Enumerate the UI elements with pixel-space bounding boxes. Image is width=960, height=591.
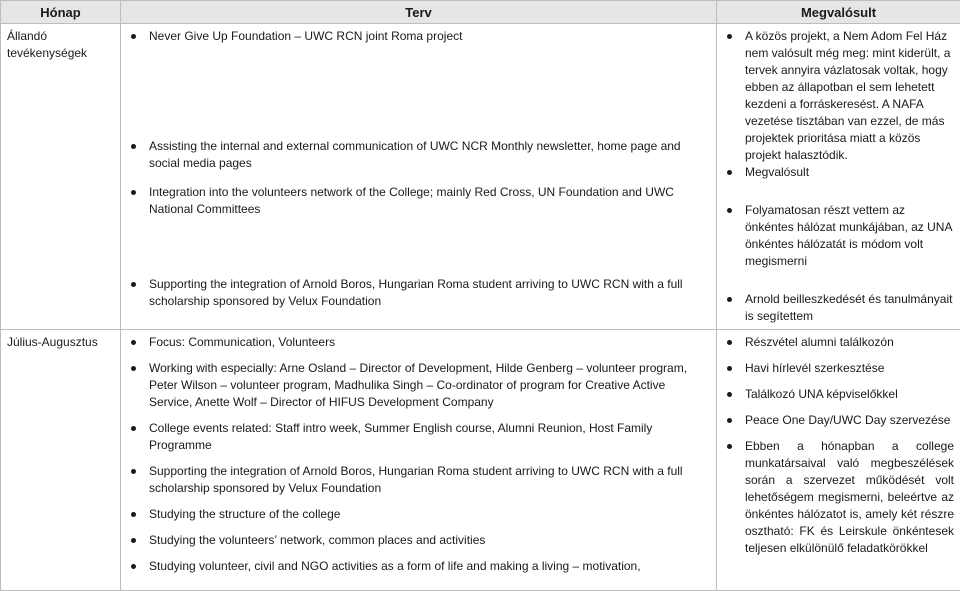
list-item: Supporting the integration of Arnold Boros, Hungarian Roma student arriving to UWC RCN with a full scholarship sponsored by Velux Foundation: [127, 463, 710, 497]
list-item: Working with especially: Arne Osland – Director of Development, Hilde Genberg – volunteer program, Peter Wilson – volunteer program, Madhulika Singh – Co-ordinator of program for Creative Active Service, Anette Wolf – Director of HIFUS Development Company: [127, 360, 710, 411]
list-item: Focus: Communication, Volunteers: [127, 334, 710, 351]
list-item: Studying volunteer, civil and NGO activities as a form of life and making a living – motivation,: [127, 558, 710, 575]
list-item: Megvalósult: [723, 164, 954, 181]
header-month: Hónap: [1, 1, 121, 24]
list-item: Folyamatosan részt vettem az önkéntes hálózat munkájában, az UNA önkéntes hálózatát is módom volt megismerni: [723, 202, 954, 270]
month-cell: Július-Augusztus: [1, 330, 121, 591]
list-item: Studying the volunteers’ network, common places and activities: [127, 532, 710, 549]
header-row: [1, 1, 960, 24]
plan-cell: [121, 24, 717, 330]
list-item: Találkozó UNA képviselőkkel: [723, 386, 954, 403]
done-cell: [717, 24, 960, 330]
table-row: [1, 24, 960, 330]
list-item: A közös projekt, a Nem Adom Fel Ház nem valósult még meg: mint kiderült, a tervek annyira vázlatosak voltak, hogy ebben az állapotban el sem lehetett kezdeni a forráskeresést. A NAFA vezetése tisztában van ezzel, de más projektek prioritása miatt a közös projekt halasztódik.: [723, 28, 954, 164]
list-item: Integration into the volunteers network of the College; mainly Red Cross, UN Foundation and UWC National Committees: [127, 184, 710, 218]
plan-cell: [121, 330, 717, 591]
list-item: Peace One Day/UWC Day szervezése: [723, 412, 954, 429]
plan-list: [127, 28, 710, 310]
list-item: Assisting the internal and external communication of UWC NCR Monthly newsletter, home page and social media pages: [127, 138, 710, 172]
month-cell: Állandó tevékenységek: [1, 24, 121, 330]
list-item: Részvétel alumni találkozón: [723, 334, 954, 351]
list-item: Studying the structure of the college: [127, 506, 710, 523]
list-item: College events related: Staff intro week, Summer English course, Alumni Reunion, Host Family Programme: [127, 420, 710, 454]
done-list: [723, 28, 954, 325]
header-done: Megvalósult: [717, 1, 960, 24]
done-list: [723, 334, 954, 557]
list-item: Havi hírlevél szerkesztése: [723, 360, 954, 377]
list-item: Supporting the integration of Arnold Boros, Hungarian Roma student arriving to UWC RCN with a full scholarship sponsored by Velux Foundation: [127, 276, 710, 310]
list-item: Ebben a hónapban a college munkatársaival való megbeszélések során a szervezet működését volt lehetőségem megismerni, beleértve az önkéntes hálózatot is, amely két részre osztható: FK és Leirskule önkéntesek teljesen elkülönülő feladatkörökkel: [723, 438, 954, 557]
header-plan: Terv: [121, 1, 717, 24]
done-cell: [717, 330, 960, 591]
list-item: Never Give Up Foundation – UWC RCN joint Roma project: [127, 28, 710, 45]
list-item: Arnold beilleszkedését és tanulmányait is segítettem: [723, 291, 954, 325]
plan-list: [127, 334, 710, 575]
table-row: [1, 330, 960, 591]
